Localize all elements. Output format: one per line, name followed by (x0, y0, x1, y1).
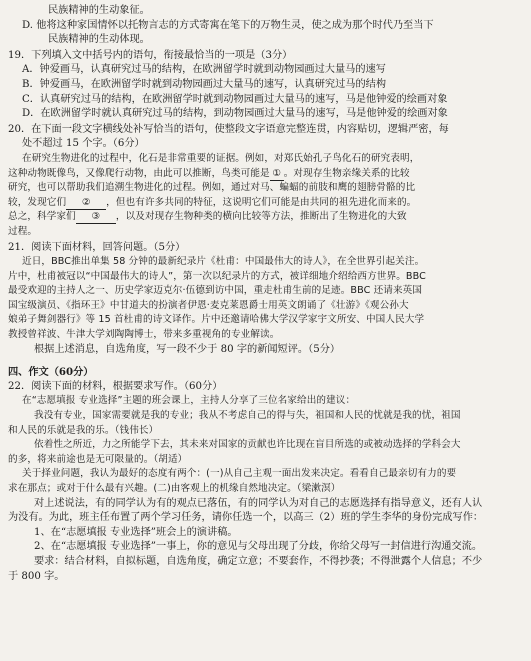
q21-material-line: 片中，杜甫被冠以“中国最伟大的诗人”，第一次以纪录片的方式，被详细地介绍给西方世界。BBC (8, 270, 426, 282)
q22-requirements-cont: 于 800 字。 (8, 570, 65, 582)
q19-option-c: C．认真研究过马的结构，在欧洲留学时就到动物园画过大量马的速写，马是他钟爱的绘画对象 (22, 93, 448, 105)
q22-quote-2: 依着性之所近，力之所能学下去，其未来对国家的贡献也许比现在盲目所选的或被动选择的学科会大 (34, 439, 461, 451)
q20-blank-2[interactable]: ② (66, 197, 106, 210)
q20-stem-cont: 处不超过 15 个字。（6分） (22, 138, 145, 150)
q22-intro: 在“志愿填报 专业选择”主题的班会课上，主持人分享了三位名家给出的建议： (22, 395, 356, 407)
q20-blank-1[interactable]: ① (270, 168, 284, 181)
q20-passage-line: 过程。 (8, 225, 38, 237)
q20-passage-text: 。对现存生物亲缘关系的比较 (283, 167, 410, 179)
q21-material-line: 娘弟子舞剑器行》等 15 首杜甫的诗文译作。片中还邀请哈佛大学汉学家宇文所安、中国人民大学 (8, 314, 425, 326)
q22-task-2: 2、在“志愿填报 专业选择”一事上，你的意见与父母出现了分歧，你给父母写一封信进行沟通交流。 (34, 541, 483, 553)
q22-task-1: 1、在“志愿填报 专业选择”班会上的演讲稿。 (34, 526, 238, 538)
q20-passage-line: 在研究生物进化的过程中，化石是非常重要的证据。例如，对郑氏始孔子鸟化石的研究表明， (22, 152, 420, 164)
q18-option-d: D. 他将这种家国情怀以托物言志的方式寄寓在笔下的万物生灵，使之成为那个时代乃至当下 (22, 19, 434, 31)
q22-paragraph-cont: 为没有。为此，班主任布置了两个学习任务，请你任选一个，以高三（2）班的学生李华的身份完成写作： (8, 512, 484, 524)
q21-material-line: 教授曾祥波、牛津大学刘陶陶博士，带来多重视角的专业解读。 (8, 329, 280, 341)
q20-passage-text: ，但也有许多共同的特征，这说明它们可能是由共同的祖先进化而来的。 (106, 196, 417, 208)
q20-passage-line (8, 167, 521, 182)
q22-quote-1: 我没有专业，国家需要就是我的专业；我从不考虑自己的得与失，祖国和人民的忧就是我的忧，祖国 (34, 410, 461, 422)
q19-option-b: B．钟爱画马，在欧洲留学时就到动物园画过大量马的速写，认真研究过马的结构 (22, 78, 387, 90)
q22-quote-2-cont: 的多，将来前途也是无可限量的。（胡适） (8, 453, 188, 465)
q20-passage-text: 这种动物既像鸟，又像爬行动物，由此可以推断，鸟类可能是 (8, 167, 270, 179)
q21-material-line: 近日，BBC推出单集 58 分钟的最新纪录片《杜甫：中国最伟大的诗人》，在全世界引起关注。 (22, 256, 425, 268)
q20-passage-text: ，以及对现存生物种类的横向比较等方法，推断出了生物进化的大致 (115, 211, 407, 223)
q20-passage-text: 总之，科学家们 (8, 211, 76, 223)
q18-option-d-cont: 民族精神的生动体现。 (48, 34, 150, 46)
q21-material-line: 最受欢迎的主持人之一、历史学家迈克尔·伍德到访中国，重走杜甫生前的足迹。BBC 还请来英国 (8, 285, 423, 297)
q22-quote-3-cont: 求在那点；或对于什么最有兴趣。(二)由客观上的机缘自然地决定。（梁漱溟） (8, 483, 341, 494)
q19-option-d: D．在欧洲留学时就认真研究过马的结构，到动物园画过大量马的速写，马是他钟爱的绘画对象 (22, 108, 448, 120)
q19-option-a: A．钟爱画马，认真研究过马的结构，在欧洲留学时就到动物园画过大量马的速写 (22, 64, 386, 76)
q21-stem: 21．阅读下面材料，回答问题。（5分） (8, 241, 186, 253)
q21-task: 根据上述消息，自选角度，写一段不少于 80 字的新闻短评。（5分） (34, 343, 341, 355)
q20-passage-text: 较，发现它们 (8, 196, 67, 208)
q22-paragraph: 对上述说法，有的同学认为有的观点已落伍，有的同学认为对自己的志愿选择有指导意义，还有人认 (34, 497, 483, 509)
q21-material-line: 国宝级演员、《指环王》中甘道夫的扮演者伊恩·麦克莱恩爵士用英文朗诵了《壮游》《观公孙大 (8, 299, 409, 311)
q22-quote-3: 关于择业问题，我认为最好的态度有两个：(一)从自己主观一面出发来决定。看看自己最亲切有力的要 (22, 468, 457, 480)
q22-stem: 22．阅读下面的材料，根据要求写作。（60分） (8, 380, 223, 392)
q18-option-c-tail: 民族精神的生动象征。 (48, 5, 150, 16)
q20-stem: 20．在下面一段文字横线处补写恰当的语句，使整段文字语意完整连贯，内容贴切，逻辑严密，每 (8, 123, 449, 135)
q20-passage-line: 研究，也可以帮助我们追溯生物进化的过程。例如，通过对马、蝙蝠的前肢和鹰的翅膀骨骼的比 (8, 182, 416, 194)
q22-requirements: 要求：结合材料，自拟标题，自选角度，确定立意；不要套作，不得抄袭；不得泄露个人信息；不少 (34, 555, 483, 567)
section-title: 四、作文（60分） (8, 366, 94, 379)
q19-stem: 19．下列填入文中括号内的语句，衔接最恰当的一项是（3分） (8, 49, 293, 61)
q20-passage-line (8, 210, 521, 225)
q20-passage-line (8, 196, 521, 211)
q22-quote-1-cont: 和人民的乐就是我的乐。（钱伟长） (8, 424, 159, 436)
q20-blank-3[interactable]: ③ (76, 211, 116, 224)
